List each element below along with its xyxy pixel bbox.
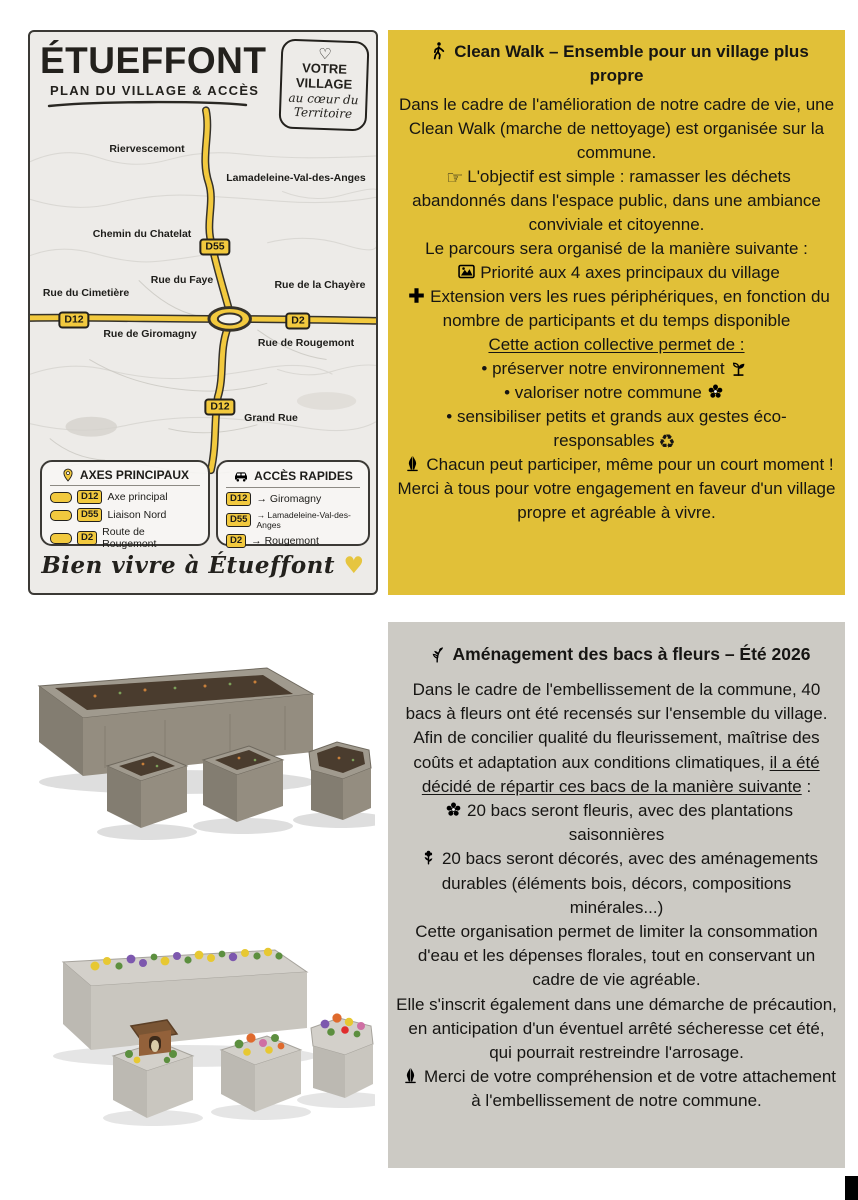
- legend-row: [226, 510, 360, 530]
- text-line: [396, 261, 837, 285]
- road-badge: D55: [199, 239, 230, 256]
- plus-icon: [407, 286, 426, 305]
- badge-line: VOTRE: [301, 60, 348, 77]
- street-label: Grand Rue: [244, 412, 298, 424]
- landscape-icon: [457, 262, 476, 281]
- text-line: [396, 453, 837, 477]
- text-line: [396, 678, 837, 726]
- text-segment: 20 bacs seront fleuris, avec des plantations saisonnières: [466, 801, 794, 845]
- legend-title: AXES PRINCIPAUX: [79, 468, 190, 482]
- pin-icon: [61, 468, 75, 482]
- text-line: [396, 381, 837, 405]
- tulip-icon: [419, 848, 438, 867]
- text-line: [396, 93, 837, 165]
- road-segment-icon: [50, 533, 72, 544]
- text-segment: il a été décidé de répartir ces bacs de la manière suivante: [421, 752, 820, 796]
- street-label: Lamadeleine-Val-des-Anges: [226, 172, 366, 184]
- text-segment: Dans le cadre de l'amélioration de notre cadre de vie, une Clean Walk (marche de nettoyage) est organisée sur la commune.: [398, 95, 835, 162]
- street-label: Rue du Cimetière: [42, 287, 130, 299]
- clean-walk-panel: [388, 30, 845, 595]
- text-line: [396, 333, 837, 357]
- village-map-poster: [28, 30, 378, 595]
- text-segment: • valoriser notre commune: [504, 383, 702, 402]
- text-line: [396, 477, 837, 525]
- text-segment: Extension vers les rues périphériques, en fonction du nombre de participants et du temps disponible: [430, 287, 830, 330]
- text-line: [396, 237, 837, 261]
- text-segment: Cette action collective permet de :: [488, 335, 745, 354]
- text-line: [396, 405, 837, 453]
- map-tagline: [30, 552, 376, 579]
- road-number-badge: D12: [226, 492, 251, 506]
- text-segment: L'objectif est simple : ramasser les déchets abandonnés dans l'espace public, dans une ambiance conviviale et citoyenne.: [412, 167, 821, 234]
- street-label: Rue du Faye: [150, 274, 214, 286]
- legend-row: [226, 534, 360, 548]
- votre-village-badge: [278, 38, 369, 131]
- flower-boxes-panel: [388, 622, 845, 1168]
- text-line: [396, 920, 837, 993]
- road-badge: D12: [58, 312, 89, 329]
- seedling-icon: [729, 358, 748, 377]
- road-number-badge: D55: [226, 513, 251, 527]
- road-segment-icon: [50, 492, 72, 503]
- street-label: Riervescemont: [109, 143, 185, 155]
- praying-hands-icon: [403, 454, 422, 473]
- flower-icon: [706, 382, 725, 401]
- text-line: [396, 993, 837, 1066]
- text-segment: 20 bacs seront décorés, avec des aménagements durables (éléments bois, décors, compositions minérales...): [441, 849, 819, 917]
- street-label: Rue de Giromagny: [103, 328, 197, 340]
- legend-label: → Giromagny: [256, 493, 322, 505]
- legend-label: Route de Rougemont: [102, 526, 157, 550]
- legend-row: [50, 526, 200, 550]
- legend-header: [50, 468, 200, 486]
- street-label: Chemin du Chatelat: [92, 228, 192, 240]
- badge-line: Territoire: [293, 105, 353, 122]
- map-title: ÉTUEFFONT: [40, 40, 267, 81]
- walker-icon: [428, 41, 448, 61]
- legend-header: [226, 468, 360, 488]
- map-header: [40, 42, 280, 109]
- legend-row: [50, 508, 200, 522]
- text-segment: Priorité aux 4 axes principaux du village: [480, 263, 780, 282]
- road-number-badge: D2: [77, 531, 97, 545]
- praying-hands-icon: [401, 1066, 420, 1085]
- planters-photo-flowered: [25, 928, 375, 1156]
- text-segment: Le parcours sera organisé de la manière suivante :: [425, 239, 808, 258]
- text-segment: Merci à tous pour votre engagement en faveur d'un village propre et agréable à vivre.: [397, 479, 836, 522]
- heart-icon: ♥: [343, 553, 365, 579]
- text-line: [396, 357, 837, 381]
- text-segment: • préserver notre environnement: [481, 359, 725, 378]
- legend-row: [50, 490, 200, 504]
- text-segment: Merci de votre compréhension et de votre attachement à l'embellissement de notre commune.: [424, 1067, 836, 1111]
- text-segment: Chacun peut participer, même pour un court moment !: [426, 455, 834, 474]
- legend-label: → Rougemont: [251, 535, 319, 547]
- text-segment: Elle s'inscrit également dans une démarche de précaution, en anticipation d'un éventuel arrêté sécheresse cet été, qui pourrait restreindre l'arrosage.: [396, 994, 837, 1063]
- legend-label: Axe principal: [107, 491, 168, 503]
- road-number-badge: D55: [77, 508, 102, 522]
- street-label: Rue de Rougemont: [257, 337, 355, 349]
- tagline-text: Bien vivre à Étueffont: [41, 552, 336, 579]
- text-segment: :: [801, 776, 812, 796]
- title-text: Clean Walk – Ensemble pour un village plus propre: [454, 42, 809, 85]
- legend-axes-principaux: [40, 460, 210, 550]
- road-badge: D12: [204, 399, 235, 416]
- title-text: Aménagement des bacs à fleurs – Été 2026: [452, 644, 811, 664]
- text-segment: Cette organisation permet de limiter la consommation d'eau et les dépenses florales, tout en conservant un cadre de vie agréable.: [415, 922, 818, 990]
- street-label: Rue de la Chayère: [274, 279, 366, 291]
- text-line: [396, 285, 837, 333]
- planters-photo-empty: [25, 648, 375, 876]
- road-segment-icon: [50, 510, 72, 521]
- page-corner-mark: [845, 1176, 858, 1200]
- text-segment: Afin de concilier qualité du fleurissement, maîtrise des coûts et adaptation aux conditions climatiques,: [413, 728, 820, 772]
- text-segment: Dans le cadre de l'embellissement de la commune, 40 bacs à fleurs ont été recensés sur l'ensemble du village.: [405, 680, 828, 724]
- badge-line: VILLAGE: [295, 74, 353, 92]
- legend-acces-rapides: [216, 460, 370, 546]
- text-line: [396, 165, 837, 237]
- road-number-badge: D2: [226, 534, 246, 548]
- title-underline-swash: [46, 100, 251, 109]
- herb-icon: [427, 644, 447, 664]
- recycle-icon: ♻: [658, 431, 676, 453]
- flower-boxes-title: [396, 642, 837, 666]
- text-line: [396, 847, 837, 920]
- legend-title: ACCÈS RAPIDES: [254, 469, 353, 483]
- badge-line: au cœur du: [288, 90, 359, 108]
- clean-walk-title: [396, 40, 837, 88]
- car-icon: [233, 468, 249, 484]
- legend-label: Liaison Nord: [107, 509, 167, 521]
- text-line: [396, 726, 837, 799]
- road-number-badge: D12: [77, 490, 102, 504]
- road-badge: D2: [285, 313, 310, 330]
- text-line: [396, 799, 837, 847]
- flower-icon: [444, 800, 463, 819]
- text-line: [396, 1065, 837, 1113]
- text-segment: • sensibiliser petits et grands aux gestes éco-responsables: [446, 407, 787, 450]
- legend-row: [226, 492, 360, 506]
- legend-label: → Lamadeleine-Val-des-Anges: [256, 510, 351, 530]
- heart-icon: ♡: [318, 45, 333, 64]
- map-subtitle: PLAN DU VILLAGE & ACCÈS: [50, 83, 260, 98]
- pointing-hand-icon: ☞: [446, 167, 464, 189]
